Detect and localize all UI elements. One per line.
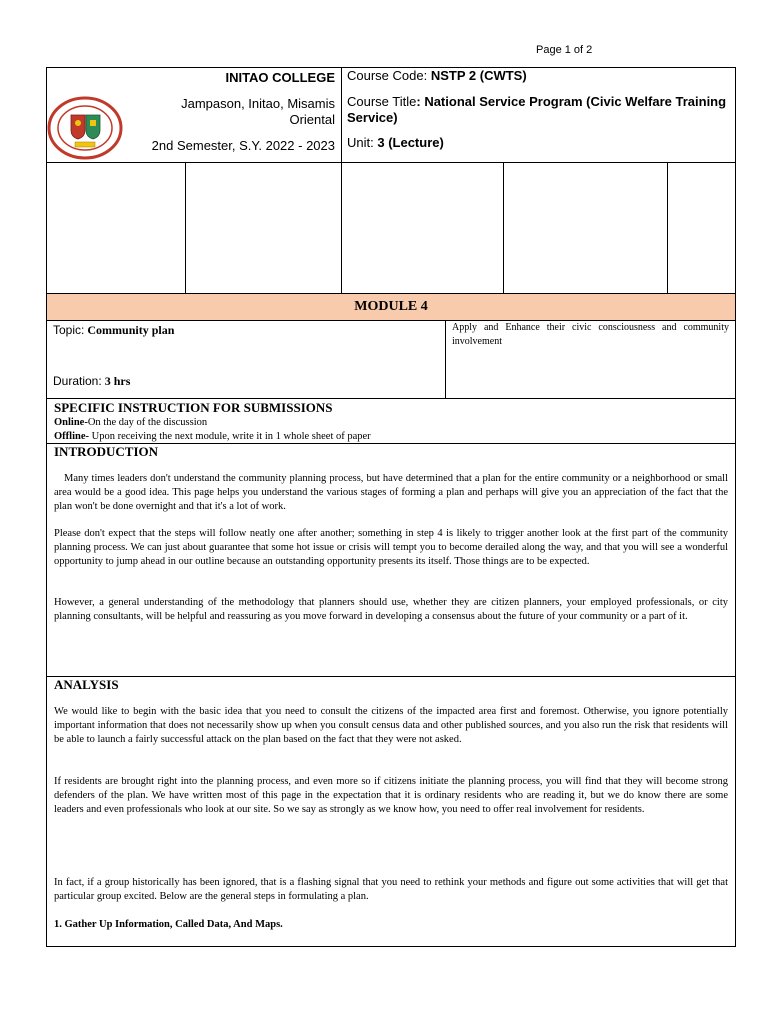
course-code: NSTP 2 (CWTS) bbox=[430, 68, 527, 83]
blank-cell-3 bbox=[342, 163, 504, 293]
unit-value: 3 (Lecture) bbox=[377, 135, 444, 150]
introduction-title: INTRODUCTION bbox=[54, 444, 159, 459]
objective-text: Apply and Enhance their civic consciousness and community involvement bbox=[452, 322, 729, 347]
semester: 2nd Semester, S.Y. 2022 - 2023 bbox=[151, 138, 335, 153]
online-label: Online- bbox=[54, 417, 88, 428]
online-text: On the day of the discussion bbox=[87, 417, 208, 428]
module-title: MODULE 4 bbox=[46, 293, 736, 321]
online-instruction bbox=[54, 417, 207, 428]
topic-row bbox=[53, 323, 174, 338]
course-title-row bbox=[347, 94, 731, 126]
offline-instruction bbox=[54, 431, 371, 442]
course-title-label: Course Title bbox=[347, 94, 417, 109]
college-address: Jampason, Initao, Misamis Oriental bbox=[181, 96, 335, 127]
topic-duration-cell bbox=[47, 321, 446, 398]
analysis-paragraph-1: We would like to begin with the basic idea that you need to consult the citizens of the impacted area first and foremost. Otherwise, you ignore potentially important information that does not necessarily show up when you consult census data and other published sources, and you also run the risk that residents will be able to launch a fairly successful attack on the plan based on the fact that they were not asked. bbox=[54, 706, 728, 745]
blank-cell-1 bbox=[47, 163, 186, 293]
duration-label: Duration: bbox=[53, 374, 102, 388]
analysis-paragraph-3: In fact, if a group historically has been ignored, that is a flashing signal that you need to rethink your methods and figure out some activities that will get that particular group excited. Below are the general steps in formulating a plan. bbox=[54, 877, 728, 902]
introduction-paragraph-1: Many times leaders don't understand the community planning process, but have determined that a plan for the entire community or a neighborhood or small area would be a good idea. This page helps you understand the various stages of forming a plan and perhaps will give you an appreciation of the fact that the plan won't be done overnight and that it's a lot of work. bbox=[54, 473, 728, 512]
analysis-section bbox=[46, 676, 736, 947]
college-name: INITAO COLLEGE bbox=[225, 70, 335, 85]
course-header bbox=[46, 67, 736, 163]
unit-label: Unit: bbox=[347, 135, 374, 150]
duration-row bbox=[53, 374, 130, 389]
duration-value: 3 hrs bbox=[104, 374, 131, 388]
topic-value: Community plan bbox=[87, 323, 175, 337]
unit-row bbox=[347, 135, 731, 151]
instructions-section bbox=[46, 398, 736, 444]
analysis-title: ANALYSIS bbox=[54, 677, 119, 692]
introduction-paragraph-2: Please don't expect that the steps will follow neatly one after another; something in step 4 is likely to trigger another look at the first part of the community planning process. We can just about guarantee that some hot issue or crisis will tempt you to become derailed along the way, and that you will see a wonderful opportunity to jump ahead in our outline because an outstanding opportunity presents its itself. Those things are to be expected. bbox=[54, 528, 728, 567]
college-seal-logo bbox=[47, 96, 123, 160]
introduction-section bbox=[46, 443, 736, 677]
course-title: : National Service Program (Civic Welfare Training Service) bbox=[347, 94, 727, 125]
analysis-step-1: 1. Gather Up Information, Called Data, And Maps. bbox=[54, 919, 283, 930]
page-number: Page 1 of 2 bbox=[536, 44, 593, 56]
blank-grid-row bbox=[46, 162, 736, 294]
topic-label: Topic: bbox=[53, 323, 85, 337]
blank-cell-4 bbox=[504, 163, 668, 293]
offline-text: Upon receiving the next module, write it in 1 whole sheet of paper bbox=[89, 431, 371, 442]
course-info bbox=[347, 68, 731, 151]
topic-section bbox=[46, 320, 736, 399]
analysis-paragraph-2: If residents are brought right into the planning process, and even more so if citizens initiate the planning process, you will find that they will become strong defenders of the plan. We have written most of this page in the expectation that it is ordinary residents who are reading it, but we do know there are some leaders and even professionals who look at our site. So we say as strongly as we know how, you need to offer real involvement for residents. bbox=[54, 776, 728, 815]
introduction-paragraph-3: However, a general understanding of the methodology that planners should use, whether they are citizen planners, your employed professionals, or city planning consultants, will be helpful and reassuring as you move forward in developing a consensus about the future of your community or a part of it. bbox=[54, 597, 728, 622]
college-info bbox=[47, 68, 342, 162]
blank-cell-2 bbox=[186, 163, 342, 293]
instructions-title: SPECIFIC INSTRUCTION FOR SUBMISSIONS bbox=[54, 400, 333, 415]
offline-label: Offline- bbox=[54, 431, 89, 442]
course-code-row bbox=[347, 68, 731, 84]
course-code-label: Course Code: bbox=[347, 68, 428, 83]
